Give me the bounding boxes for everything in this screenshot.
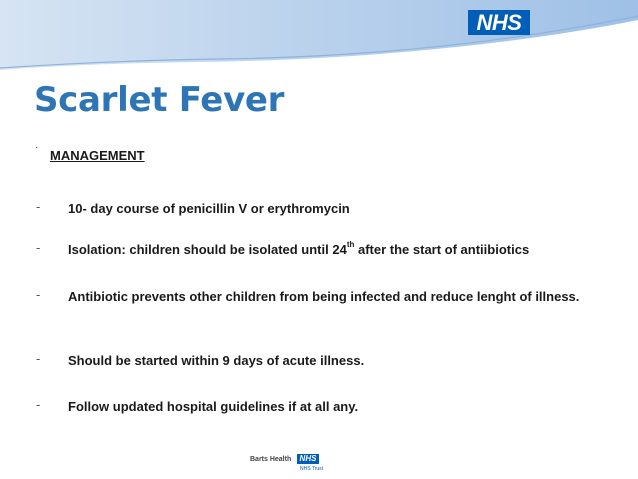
list-item-text-part: Isolation: children should be isolated until 24 [68, 242, 347, 257]
list-item-text: Follow updated hospital guidelines if at all any. [68, 399, 359, 414]
header-wave-band [0, 0, 638, 74]
footer-trust-text: NHS Trust [300, 466, 324, 472]
dash-marker: - [36, 397, 41, 412]
footer-nhs-logo: NHS [297, 454, 319, 464]
dash-marker: - [36, 351, 41, 366]
bullet-dot: · [35, 142, 39, 153]
list-item-text: 10- day course of penicillin V or erythromycin [68, 201, 350, 216]
list-item-text [68, 240, 588, 260]
superscript: th [346, 240, 355, 249]
nhs-logo: NHS [468, 10, 530, 35]
slide-title: Scarlet Fever [34, 80, 285, 120]
list-item-text: Should be started within 9 days of acute illness. [68, 353, 365, 368]
dash-marker: - [36, 240, 41, 255]
dash-marker: - [36, 199, 41, 214]
list-item-text: Antibiotic prevents other children from being infected and reduce lenght of illness. [68, 289, 580, 304]
footer-org-name: Barts Health [250, 456, 292, 463]
list-item-text-part: after the start of antiibiotics [354, 242, 530, 257]
section-heading: MANAGEMENT [50, 148, 145, 163]
dash-marker: - [36, 287, 41, 302]
